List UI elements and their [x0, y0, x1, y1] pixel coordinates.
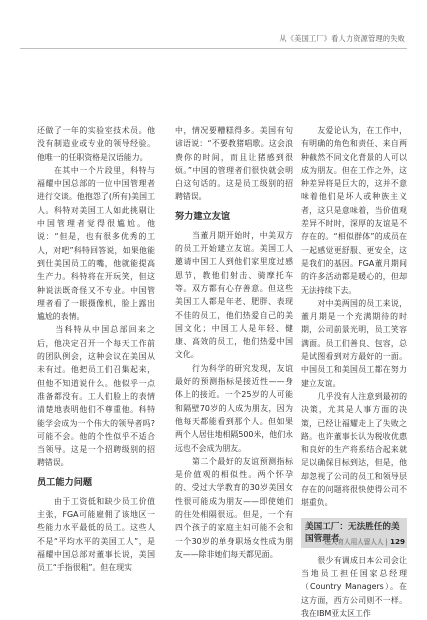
paragraph: 行为科学的研究发现，友谊最好的预测指标是接近性——身体上的接近。一个25岁的人可能和隔壁70岁的人成为朋友，因为他每天都能看到那个人。但如果两个人居住地相隔500米，他们永远也不会成为朋友。 [175, 363, 293, 453]
section-heading: 美国工厂：无法胜任的美国管理者 [305, 521, 400, 544]
paragraph: 友爱论认为，在工作中，有明确的角色和责任、来自两种截然不同文化背景的人可以成为朋友。但在工作之外，这种差异将是巨大的，这并不意味着他们是坏人或种族主义者，这只是意味着，当价值观差异不时时，深厚的友谊是不存在的。“相似群体”的成员在一起感觉更舒服、更安全，这是我们的基因。FGA董月期间的许多活动都是暖心的，但却无法持续下去。 [301, 126, 407, 295]
column-2 [175, 124, 293, 561]
paragraph: 对中美两国的员工来说，董月期是一个充满期待的时期，公司前景光明，员工笑容满面。员工们善良、包容，总是试图看到对方最好的一面。中国员工和美国员工都在努力建立友谊。 [301, 298, 407, 388]
column-1 [37, 124, 155, 575]
running-head: 从《美国工厂》看人力资源管理的失败 [279, 34, 405, 43]
page-footer [324, 536, 405, 546]
header-rule [20, 48, 407, 49]
paragraph: 几乎没有人注意到最初的决策，尤其是人事方面的决策，已经让福耀走上了失败之路。也许董事长认为税收优惠和良好的生产将系结合起来就足以确保目标到达，但是，他却忽视了公司的员工和领导层存在的问题将很快使得公司不堪重负。 [301, 391, 407, 508]
paragraph: 在其中一个片段里，科特与福耀中国总部的一位中国管理者进行交谈。他抱怨了(所有)美国工人。科特对美国工人如此挑剔让中国管理者觉得很尴尬。他说：“但是，也有很多优秀的工人，对吧”科特回答说，如果他能到仕美国员工的嘴，他就能提高生产力。科特将在开玩笑，但这种说法既奇怪又不专业。中国管理者看了一眼摄像机，脸上露出尴尬的表情。 [37, 165, 155, 322]
paragraph: 还做了一年的实验室技术员。他没有制造业或专业的领导经验。他唯一的任职资格是汉语能力。 [37, 126, 155, 162]
footer-magazine: 选人育人用人留人人 | [324, 538, 388, 546]
paragraph: 当董月期开始时，中美双方的员工开始建立友谊。美国工人邀请中国工人到他们家里度过感恩节，教他们射击、骑摩托车等。双方都有心存善意。但这些美国工人都是年老、肥胖、表现不佳的员工，他们热爱自己的美国文化；中国工人是年轻、健康、高效的员工，他们热爱中国文化。 [175, 230, 293, 360]
section-heading: 努力建立友谊 [175, 210, 231, 222]
paragraph: 很少有调成日本公司会让当地员工担任国家总经理（Country Managers）。在这方面，西方公司则不一样。我在IBM亚太区工作 [301, 555, 407, 618]
section-heading: 员工能力问题 [37, 476, 93, 488]
page-number: 129 [389, 537, 405, 546]
paragraph: 第二个最好的友谊预测指标是价值观的相似性。两个怀孕的、受过大学教育的30岁美国女性很可能成为朋友——即使她们的住处相隔很远。但是，一个有四个孩子的家庭主妇可能不会和一个30岁的单身职场女性成为朋友——除非她们每天都见面。 [175, 456, 293, 559]
paragraph: 中，情况要糟糕得多。美国有句谚语说：“不要教猪唱歌。这会浪费你的时间，而且让猪感到很烦。”中国的管理者们很快就会明白这句话的。这是员工级别的招聘错误。 [175, 126, 293, 202]
paragraph: 当科特从中国总部回来之后，他决定召开一个每天工作前的团队例会，这种会议在美国从未有过。他把员工们召集起来，但他不知道说什么。他似乎一点准备都没有。工人们脸上的表情清楚地表明他们不尊重他。科特能学会成为一个伟大的领导者吗?可能不会。他的个性似乎不适合当领导。这是一个招聘级别的招聘错误。 [37, 325, 155, 468]
paragraph: 由于工资低和缺少员工价值主张，FGA可能雇佣了该地区一些能力水平最低的员工。这些人不是“平均水平的美国工人”，是福耀中国总部对董事长说，美国员工“手指很粗”。但在现实 [37, 496, 155, 573]
